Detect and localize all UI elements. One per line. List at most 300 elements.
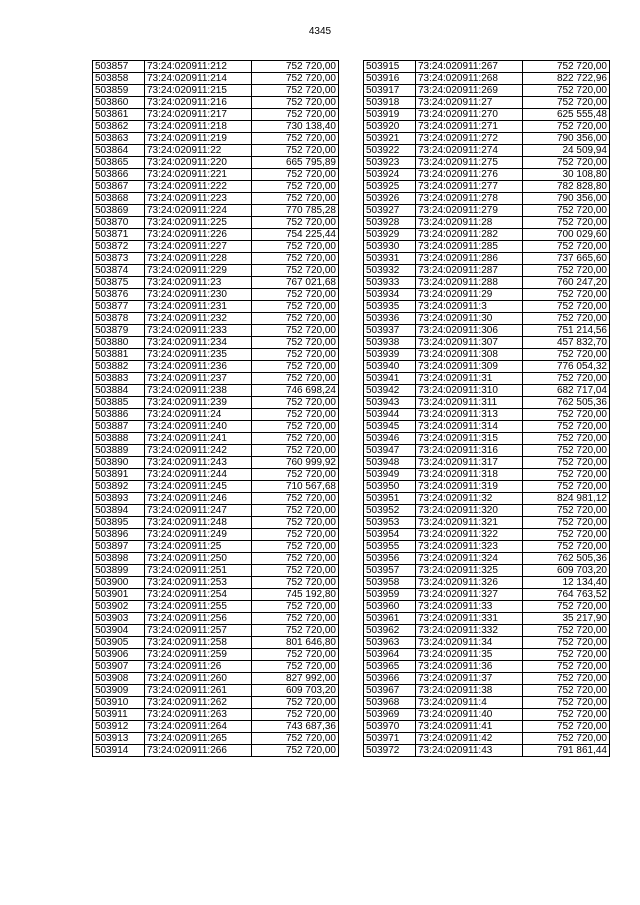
value-cell: 752 720,00 bbox=[523, 505, 610, 517]
value-cell: 752 720,00 bbox=[252, 613, 339, 625]
table-row bbox=[93, 469, 339, 481]
cadastral-number-cell: 73:24:020911:229 bbox=[145, 265, 252, 277]
table-row bbox=[93, 385, 339, 397]
value-cell: 764 763,52 bbox=[523, 589, 610, 601]
table-row bbox=[93, 553, 339, 565]
value-cell: 745 192,80 bbox=[252, 589, 339, 601]
record-id-cell: 503953 bbox=[364, 517, 416, 529]
cadastral-number-cell: 73:24:020911:257 bbox=[145, 625, 252, 637]
record-id-cell: 503863 bbox=[93, 133, 145, 145]
value-cell: 752 720,00 bbox=[252, 61, 339, 73]
table-row bbox=[364, 361, 610, 373]
record-id-cell: 503878 bbox=[93, 313, 145, 325]
table-row bbox=[93, 493, 339, 505]
cadastral-number-cell: 73:24:020911:245 bbox=[145, 481, 252, 493]
record-id-cell: 503891 bbox=[93, 469, 145, 481]
table-row bbox=[364, 61, 610, 73]
left-data-table bbox=[92, 60, 339, 757]
value-cell: 752 720,00 bbox=[252, 73, 339, 85]
table-row bbox=[93, 157, 339, 169]
value-cell: 752 720,00 bbox=[523, 709, 610, 721]
cadastral-number-cell: 73:24:020911:219 bbox=[145, 133, 252, 145]
cadastral-number-cell: 73:24:020911:247 bbox=[145, 505, 252, 517]
record-id-cell: 503885 bbox=[93, 397, 145, 409]
value-cell: 752 720,00 bbox=[252, 85, 339, 97]
table-row bbox=[364, 337, 610, 349]
cadastral-number-cell: 73:24:020911:37 bbox=[416, 673, 523, 685]
table-row bbox=[93, 733, 339, 745]
value-cell: 752 720,00 bbox=[252, 313, 339, 325]
value-cell: 752 720,00 bbox=[523, 601, 610, 613]
table-row bbox=[364, 145, 610, 157]
table-row bbox=[93, 721, 339, 733]
value-cell: 760 247,20 bbox=[523, 277, 610, 289]
record-id-cell: 503886 bbox=[93, 409, 145, 421]
table-row bbox=[93, 625, 339, 637]
table-row bbox=[93, 541, 339, 553]
record-id-cell: 503873 bbox=[93, 253, 145, 265]
cadastral-number-cell: 73:24:020911:4 bbox=[416, 697, 523, 709]
value-cell: 752 720,00 bbox=[252, 217, 339, 229]
cadastral-number-cell: 73:24:020911:32 bbox=[416, 493, 523, 505]
record-id-cell: 503895 bbox=[93, 517, 145, 529]
cadastral-number-cell: 73:24:020911:278 bbox=[416, 193, 523, 205]
cadastral-number-cell: 73:24:020911:33 bbox=[416, 601, 523, 613]
cadastral-number-cell: 73:24:020911:265 bbox=[145, 733, 252, 745]
value-cell: 752 720,00 bbox=[252, 709, 339, 721]
record-id-cell: 503934 bbox=[364, 289, 416, 301]
record-id-cell: 503860 bbox=[93, 97, 145, 109]
cadastral-number-cell: 73:24:020911:232 bbox=[145, 313, 252, 325]
table-row bbox=[364, 637, 610, 649]
record-id-cell: 503861 bbox=[93, 109, 145, 121]
record-id-cell: 503908 bbox=[93, 673, 145, 685]
table-row bbox=[364, 349, 610, 361]
value-cell: 35 217,90 bbox=[523, 613, 610, 625]
table-row bbox=[93, 301, 339, 313]
table-row bbox=[364, 697, 610, 709]
record-id-cell: 503857 bbox=[93, 61, 145, 73]
value-cell: 752 720,00 bbox=[523, 685, 610, 697]
record-id-cell: 503951 bbox=[364, 493, 416, 505]
cadastral-number-cell: 73:24:020911:235 bbox=[145, 349, 252, 361]
cadastral-number-cell: 73:24:020911:29 bbox=[416, 289, 523, 301]
value-cell: 752 720,00 bbox=[252, 181, 339, 193]
table-row bbox=[364, 181, 610, 193]
cadastral-number-cell: 73:24:020911:26 bbox=[145, 661, 252, 673]
record-id-cell: 503871 bbox=[93, 229, 145, 241]
table-row bbox=[364, 457, 610, 469]
table-row bbox=[364, 709, 610, 721]
cadastral-number-cell: 73:24:020911:271 bbox=[416, 121, 523, 133]
value-cell: 752 720,00 bbox=[252, 349, 339, 361]
table-row bbox=[364, 97, 610, 109]
value-cell: 752 720,00 bbox=[252, 289, 339, 301]
value-cell: 760 999,92 bbox=[252, 457, 339, 469]
right-data-table bbox=[363, 60, 610, 757]
value-cell: 752 720,00 bbox=[523, 445, 610, 457]
cadastral-number-cell: 73:24:020911:236 bbox=[145, 361, 252, 373]
value-cell: 752 720,00 bbox=[523, 121, 610, 133]
cadastral-number-cell: 73:24:020911:218 bbox=[145, 121, 252, 133]
table-row bbox=[364, 193, 610, 205]
record-id-cell: 503894 bbox=[93, 505, 145, 517]
cadastral-number-cell: 73:24:020911:43 bbox=[416, 745, 523, 757]
cadastral-number-cell: 73:24:020911:266 bbox=[145, 745, 252, 757]
value-cell: 752 720,00 bbox=[523, 157, 610, 169]
table-row bbox=[93, 61, 339, 73]
cadastral-number-cell: 73:24:020911:287 bbox=[416, 265, 523, 277]
value-cell: 752 720,00 bbox=[523, 313, 610, 325]
value-cell: 752 720,00 bbox=[252, 133, 339, 145]
record-id-cell: 503877 bbox=[93, 301, 145, 313]
value-cell: 752 720,00 bbox=[252, 661, 339, 673]
record-id-cell: 503867 bbox=[93, 181, 145, 193]
cadastral-number-cell: 73:24:020911:40 bbox=[416, 709, 523, 721]
table-row bbox=[93, 85, 339, 97]
cadastral-number-cell: 73:24:020911:230 bbox=[145, 289, 252, 301]
table-row bbox=[93, 181, 339, 193]
table-row bbox=[93, 601, 339, 613]
value-cell: 24 509,94 bbox=[523, 145, 610, 157]
value-cell: 752 720,00 bbox=[252, 469, 339, 481]
cadastral-number-cell: 73:24:020911:314 bbox=[416, 421, 523, 433]
record-id-cell: 503969 bbox=[364, 709, 416, 721]
value-cell: 752 720,00 bbox=[252, 541, 339, 553]
cadastral-number-cell: 73:24:020911:212 bbox=[145, 61, 252, 73]
record-id-cell: 503932 bbox=[364, 265, 416, 277]
record-id-cell: 503930 bbox=[364, 241, 416, 253]
table-row bbox=[364, 733, 610, 745]
table-row bbox=[93, 217, 339, 229]
cadastral-number-cell: 73:24:020911:267 bbox=[416, 61, 523, 73]
cadastral-number-cell: 73:24:020911:220 bbox=[145, 157, 252, 169]
table-row bbox=[364, 661, 610, 673]
value-cell: 752 720,00 bbox=[252, 517, 339, 529]
cadastral-number-cell: 73:24:020911:239 bbox=[145, 397, 252, 409]
record-id-cell: 503921 bbox=[364, 133, 416, 145]
value-cell: 752 720,00 bbox=[252, 649, 339, 661]
table-row bbox=[364, 685, 610, 697]
table-row bbox=[93, 685, 339, 697]
table-row bbox=[364, 73, 610, 85]
table-row bbox=[93, 145, 339, 157]
cadastral-number-cell: 73:24:020911:269 bbox=[416, 85, 523, 97]
record-id-cell: 503882 bbox=[93, 361, 145, 373]
table-row bbox=[364, 745, 610, 757]
cadastral-number-cell: 73:24:020911:307 bbox=[416, 337, 523, 349]
record-id-cell: 503935 bbox=[364, 301, 416, 313]
table-row bbox=[364, 205, 610, 217]
record-id-cell: 503899 bbox=[93, 565, 145, 577]
cadastral-number-cell: 73:24:020911:241 bbox=[145, 433, 252, 445]
record-id-cell: 503971 bbox=[364, 733, 416, 745]
record-id-cell: 503957 bbox=[364, 565, 416, 577]
cadastral-number-cell: 73:24:020911:321 bbox=[416, 517, 523, 529]
cadastral-number-cell: 73:24:020911:274 bbox=[416, 145, 523, 157]
record-id-cell: 503916 bbox=[364, 73, 416, 85]
record-id-cell: 503869 bbox=[93, 205, 145, 217]
record-id-cell: 503944 bbox=[364, 409, 416, 421]
table-row bbox=[364, 553, 610, 565]
record-id-cell: 503955 bbox=[364, 541, 416, 553]
cadastral-number-cell: 73:24:020911:225 bbox=[145, 217, 252, 229]
table-row bbox=[364, 493, 610, 505]
table-row bbox=[93, 409, 339, 421]
table-row bbox=[364, 613, 610, 625]
cadastral-number-cell: 73:24:020911:255 bbox=[145, 601, 252, 613]
cadastral-number-cell: 73:24:020911:327 bbox=[416, 589, 523, 601]
cadastral-number-cell: 73:24:020911:264 bbox=[145, 721, 252, 733]
value-cell: 752 720,00 bbox=[523, 217, 610, 229]
value-cell: 791 861,44 bbox=[523, 745, 610, 757]
record-id-cell: 503923 bbox=[364, 157, 416, 169]
cadastral-number-cell: 73:24:020911:36 bbox=[416, 661, 523, 673]
record-id-cell: 503936 bbox=[364, 313, 416, 325]
record-id-cell: 503950 bbox=[364, 481, 416, 493]
record-id-cell: 503865 bbox=[93, 157, 145, 169]
value-cell: 12 134,40 bbox=[523, 577, 610, 589]
cadastral-number-cell: 73:24:020911:250 bbox=[145, 553, 252, 565]
cadastral-number-cell: 73:24:020911:324 bbox=[416, 553, 523, 565]
table-row bbox=[93, 73, 339, 85]
value-cell: 743 687,36 bbox=[252, 721, 339, 733]
record-id-cell: 503956 bbox=[364, 553, 416, 565]
table-row bbox=[93, 373, 339, 385]
cadastral-number-cell: 73:24:020911:22 bbox=[145, 145, 252, 157]
table-row bbox=[93, 97, 339, 109]
table-row bbox=[93, 433, 339, 445]
record-id-cell: 503968 bbox=[364, 697, 416, 709]
cadastral-number-cell: 73:24:020911:325 bbox=[416, 565, 523, 577]
table-row bbox=[364, 445, 610, 457]
cadastral-number-cell: 73:24:020911:316 bbox=[416, 445, 523, 457]
record-id-cell: 503960 bbox=[364, 601, 416, 613]
value-cell: 827 992,00 bbox=[252, 673, 339, 685]
record-id-cell: 503926 bbox=[364, 193, 416, 205]
table-row bbox=[93, 589, 339, 601]
record-id-cell: 503946 bbox=[364, 433, 416, 445]
value-cell: 752 720,00 bbox=[252, 193, 339, 205]
cadastral-number-cell: 73:24:020911:276 bbox=[416, 169, 523, 181]
value-cell: 752 720,00 bbox=[523, 61, 610, 73]
cadastral-number-cell: 73:24:020911:221 bbox=[145, 169, 252, 181]
record-id-cell: 503959 bbox=[364, 589, 416, 601]
value-cell: 752 720,00 bbox=[523, 301, 610, 313]
table-row bbox=[364, 133, 610, 145]
value-cell: 752 720,00 bbox=[523, 373, 610, 385]
value-cell: 752 720,00 bbox=[252, 145, 339, 157]
table-row bbox=[364, 229, 610, 241]
table-row bbox=[93, 421, 339, 433]
value-cell: 762 505,36 bbox=[523, 553, 610, 565]
record-id-cell: 503920 bbox=[364, 121, 416, 133]
record-id-cell: 503962 bbox=[364, 625, 416, 637]
record-id-cell: 503966 bbox=[364, 673, 416, 685]
record-id-cell: 503903 bbox=[93, 613, 145, 625]
record-id-cell: 503970 bbox=[364, 721, 416, 733]
table-row bbox=[364, 157, 610, 169]
value-cell: 752 720,00 bbox=[523, 457, 610, 469]
value-cell: 752 720,00 bbox=[252, 373, 339, 385]
cadastral-number-cell: 73:24:020911:318 bbox=[416, 469, 523, 481]
value-cell: 752 720,00 bbox=[252, 169, 339, 181]
cadastral-number-cell: 73:24:020911:246 bbox=[145, 493, 252, 505]
table-row bbox=[364, 601, 610, 613]
table-row bbox=[93, 697, 339, 709]
record-id-cell: 503888 bbox=[93, 433, 145, 445]
cadastral-number-cell: 73:24:020911:256 bbox=[145, 613, 252, 625]
cadastral-number-cell: 73:24:020911:262 bbox=[145, 697, 252, 709]
cadastral-number-cell: 73:24:020911:317 bbox=[416, 457, 523, 469]
record-id-cell: 503879 bbox=[93, 325, 145, 337]
value-cell: 752 720,00 bbox=[523, 469, 610, 481]
record-id-cell: 503952 bbox=[364, 505, 416, 517]
value-cell: 665 795,89 bbox=[252, 157, 339, 169]
value-cell: 752 720,00 bbox=[252, 337, 339, 349]
table-row bbox=[364, 529, 610, 541]
cadastral-number-cell: 73:24:020911:215 bbox=[145, 85, 252, 97]
record-id-cell: 503919 bbox=[364, 109, 416, 121]
table-row bbox=[364, 649, 610, 661]
cadastral-number-cell: 73:24:020911:326 bbox=[416, 577, 523, 589]
table-row bbox=[93, 337, 339, 349]
value-cell: 752 720,00 bbox=[523, 529, 610, 541]
table-row bbox=[364, 325, 610, 337]
table-row bbox=[364, 373, 610, 385]
cadastral-number-cell: 73:24:020911:322 bbox=[416, 529, 523, 541]
table-row bbox=[364, 721, 610, 733]
value-cell: 752 720,00 bbox=[523, 721, 610, 733]
cadastral-number-cell: 73:24:020911:240 bbox=[145, 421, 252, 433]
table-row bbox=[364, 313, 610, 325]
value-cell: 752 720,00 bbox=[523, 205, 610, 217]
table-row bbox=[93, 169, 339, 181]
table-row bbox=[364, 385, 610, 397]
cadastral-number-cell: 73:24:020911:224 bbox=[145, 205, 252, 217]
value-cell: 700 029,60 bbox=[523, 229, 610, 241]
record-id-cell: 503897 bbox=[93, 541, 145, 553]
record-id-cell: 503905 bbox=[93, 637, 145, 649]
table-row bbox=[93, 253, 339, 265]
value-cell: 752 720,00 bbox=[523, 637, 610, 649]
cadastral-number-cell: 73:24:020911:3 bbox=[416, 301, 523, 313]
record-id-cell: 503875 bbox=[93, 277, 145, 289]
record-id-cell: 503963 bbox=[364, 637, 416, 649]
table-row bbox=[364, 481, 610, 493]
cadastral-number-cell: 73:24:020911:286 bbox=[416, 253, 523, 265]
record-id-cell: 503945 bbox=[364, 421, 416, 433]
table-row bbox=[364, 625, 610, 637]
table-row bbox=[93, 361, 339, 373]
value-cell: 752 720,00 bbox=[523, 541, 610, 553]
table-row bbox=[93, 481, 339, 493]
cadastral-number-cell: 73:24:020911:242 bbox=[145, 445, 252, 457]
cadastral-number-cell: 73:24:020911:323 bbox=[416, 541, 523, 553]
cadastral-number-cell: 73:24:020911:38 bbox=[416, 685, 523, 697]
table-row bbox=[93, 121, 339, 133]
cadastral-number-cell: 73:24:020911:263 bbox=[145, 709, 252, 721]
cadastral-number-cell: 73:24:020911:279 bbox=[416, 205, 523, 217]
table-row bbox=[93, 445, 339, 457]
cadastral-number-cell: 73:24:020911:310 bbox=[416, 385, 523, 397]
value-cell: 752 720,00 bbox=[523, 349, 610, 361]
cadastral-number-cell: 73:24:020911:308 bbox=[416, 349, 523, 361]
record-id-cell: 503940 bbox=[364, 361, 416, 373]
record-id-cell: 503964 bbox=[364, 649, 416, 661]
table-row bbox=[93, 673, 339, 685]
table-row bbox=[93, 637, 339, 649]
record-id-cell: 503898 bbox=[93, 553, 145, 565]
record-id-cell: 503911 bbox=[93, 709, 145, 721]
cadastral-number-cell: 73:24:020911:275 bbox=[416, 157, 523, 169]
cadastral-number-cell: 73:24:020911:319 bbox=[416, 481, 523, 493]
record-id-cell: 503872 bbox=[93, 241, 145, 253]
record-id-cell: 503907 bbox=[93, 661, 145, 673]
record-id-cell: 503909 bbox=[93, 685, 145, 697]
cadastral-number-cell: 73:24:020911:277 bbox=[416, 181, 523, 193]
cadastral-number-cell: 73:24:020911:237 bbox=[145, 373, 252, 385]
record-id-cell: 503972 bbox=[364, 745, 416, 757]
table-row bbox=[364, 505, 610, 517]
record-id-cell: 503868 bbox=[93, 193, 145, 205]
table-row bbox=[364, 469, 610, 481]
table-row bbox=[364, 253, 610, 265]
cadastral-number-cell: 73:24:020911:313 bbox=[416, 409, 523, 421]
cadastral-number-cell: 73:24:020911:23 bbox=[145, 277, 252, 289]
cadastral-number-cell: 73:24:020911:227 bbox=[145, 241, 252, 253]
value-cell: 752 720,00 bbox=[252, 505, 339, 517]
value-cell: 752 720,00 bbox=[252, 301, 339, 313]
record-id-cell: 503883 bbox=[93, 373, 145, 385]
table-row bbox=[364, 109, 610, 121]
value-cell: 737 665,60 bbox=[523, 253, 610, 265]
record-id-cell: 503967 bbox=[364, 685, 416, 697]
record-id-cell: 503937 bbox=[364, 325, 416, 337]
cadastral-number-cell: 73:24:020911:28 bbox=[416, 217, 523, 229]
cadastral-number-cell: 73:24:020911:214 bbox=[145, 73, 252, 85]
cadastral-number-cell: 73:24:020911:268 bbox=[416, 73, 523, 85]
table-row bbox=[93, 289, 339, 301]
table-row bbox=[93, 565, 339, 577]
record-id-cell: 503939 bbox=[364, 349, 416, 361]
record-id-cell: 503954 bbox=[364, 529, 416, 541]
cadastral-number-cell: 73:24:020911:270 bbox=[416, 109, 523, 121]
table-row bbox=[364, 397, 610, 409]
record-id-cell: 503948 bbox=[364, 457, 416, 469]
value-cell: 752 720,00 bbox=[523, 481, 610, 493]
cadastral-number-cell: 73:24:020911:315 bbox=[416, 433, 523, 445]
record-id-cell: 503896 bbox=[93, 529, 145, 541]
record-id-cell: 503965 bbox=[364, 661, 416, 673]
value-cell: 752 720,00 bbox=[523, 649, 610, 661]
value-cell: 752 720,00 bbox=[252, 493, 339, 505]
record-id-cell: 503901 bbox=[93, 589, 145, 601]
value-cell: 752 720,00 bbox=[252, 529, 339, 541]
table-row bbox=[364, 433, 610, 445]
table-row bbox=[93, 529, 339, 541]
value-cell: 752 720,00 bbox=[252, 397, 339, 409]
cadastral-number-cell: 73:24:020911:259 bbox=[145, 649, 252, 661]
cadastral-number-cell: 73:24:020911:244 bbox=[145, 469, 252, 481]
table-row bbox=[93, 349, 339, 361]
value-cell: 752 720,00 bbox=[523, 697, 610, 709]
table-row bbox=[93, 229, 339, 241]
value-cell: 457 832,70 bbox=[523, 337, 610, 349]
cadastral-number-cell: 73:24:020911:248 bbox=[145, 517, 252, 529]
record-id-cell: 503941 bbox=[364, 373, 416, 385]
table-row bbox=[93, 709, 339, 721]
